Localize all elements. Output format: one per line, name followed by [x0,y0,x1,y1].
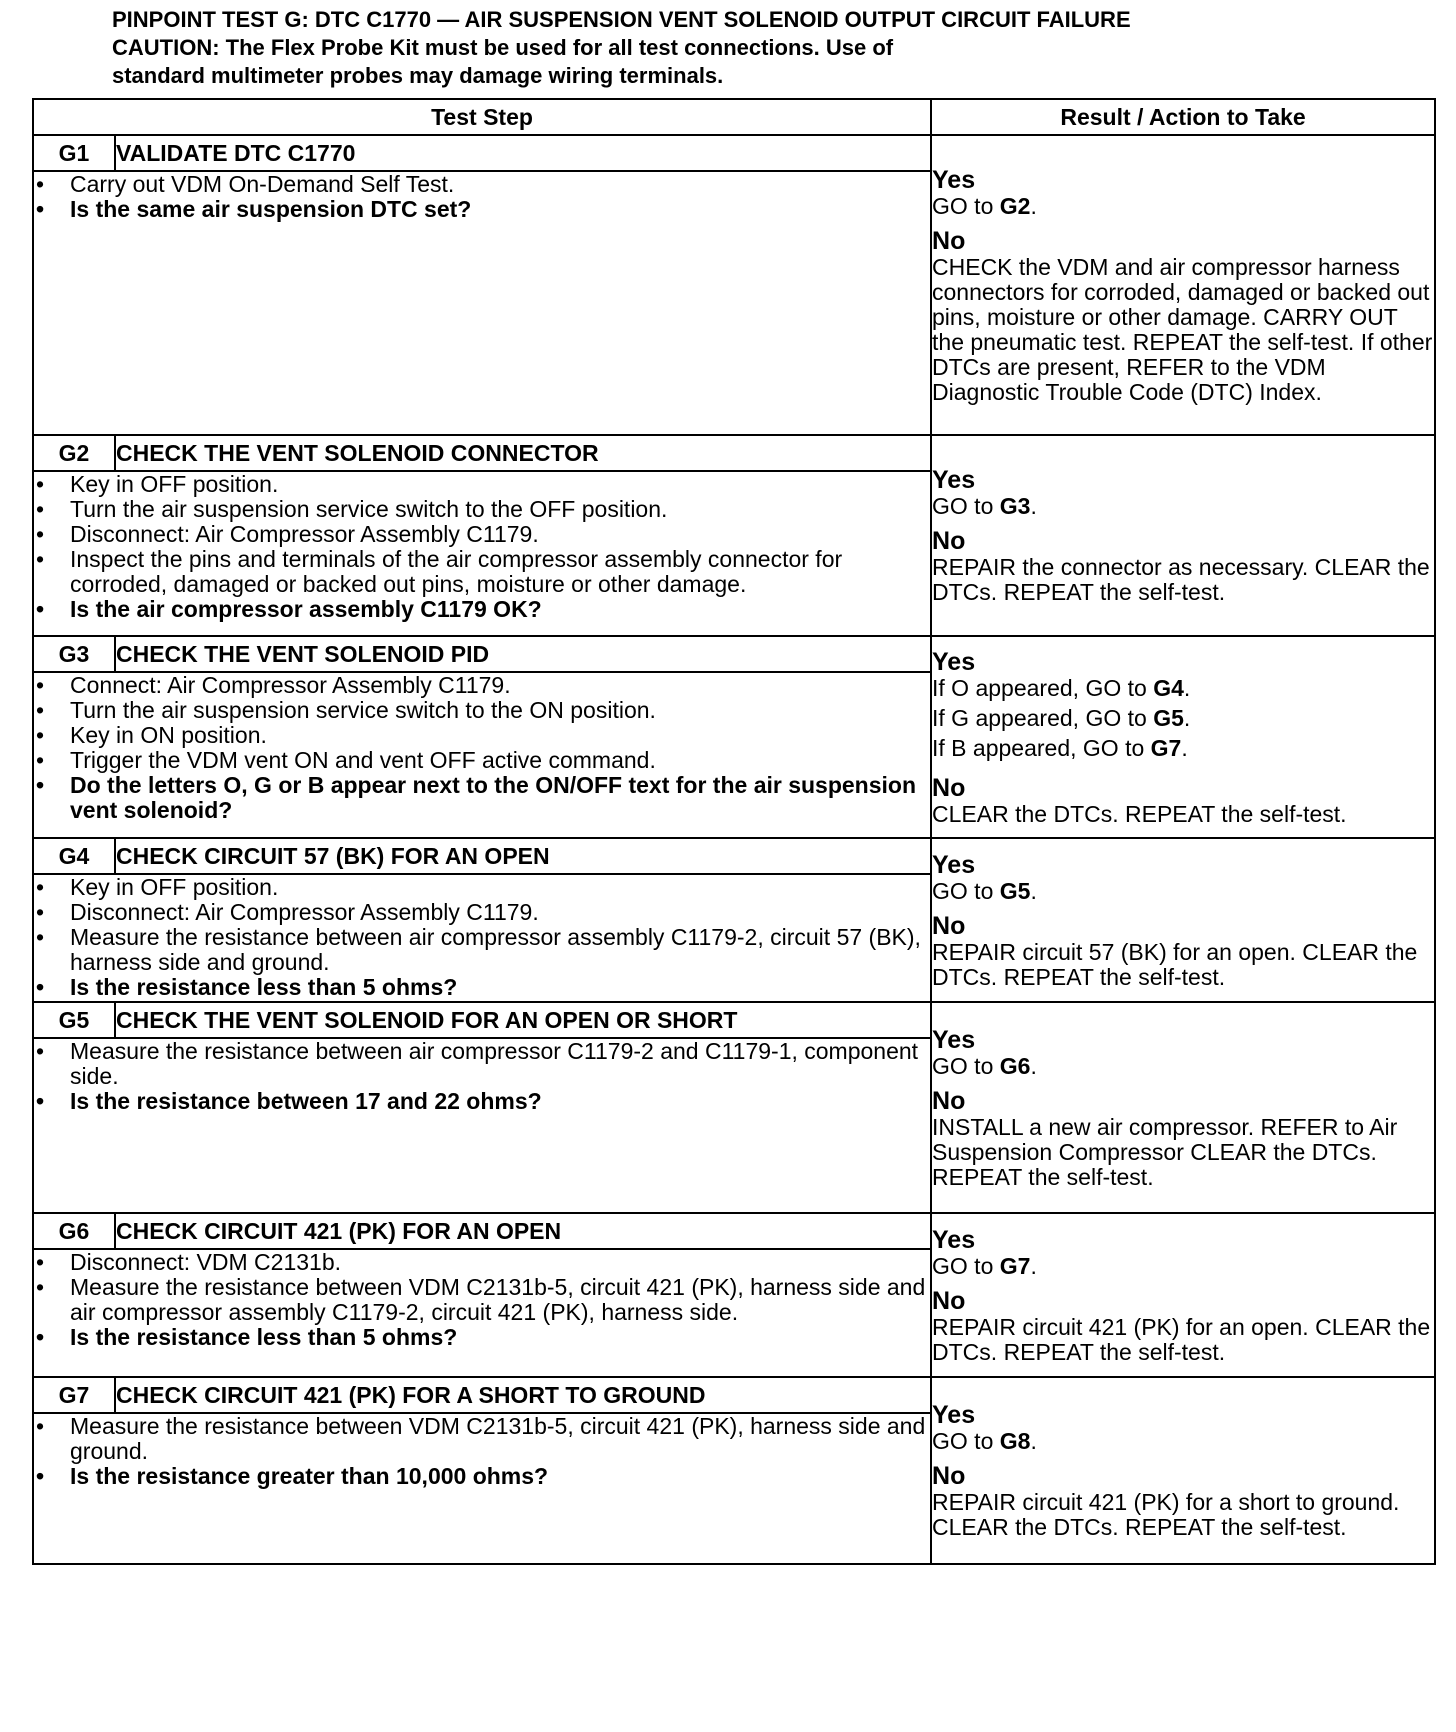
step-question: • Is the resistance less than 5 ohms? [34,975,930,1000]
yes-action-suffix: . [1183,674,1191,701]
step-question: • Is the resistance less than 5 ohms? [34,1325,930,1350]
step-title: CHECK THE VENT SOLENOID FOR AN OPEN OR SHORT [115,1002,931,1038]
yes-action-suffix: . [1030,1052,1037,1079]
step-question: • Is the resistance between 17 and 22 ohms? [34,1089,930,1114]
instruction-item: • Key in OFF position. [34,472,930,497]
instruction-item: • Measure the resistance between VDM C2131b-5, circuit 421 (PK), harness side and ground. [34,1414,930,1464]
yes-action [932,879,1434,904]
step-id: G7 [33,1377,115,1413]
yes-label: Yes [932,1225,976,1254]
yes-action-text: GO to [932,493,1000,519]
document-header [112,6,1412,90]
goto-step-ref: G2 [999,192,1031,219]
no-label: No [932,911,966,940]
goto-step-ref: G7 [1150,734,1182,761]
step-title-row [33,838,1435,874]
instruction-item: • Key in OFF position. [34,875,930,900]
result-content [932,1003,1434,1212]
no-label: No [932,773,966,802]
yes-action [932,736,1434,761]
instruction-item: • Trigger the VDM vent ON and vent OFF active command. [34,748,930,773]
no-action: CLEAR the DTCs. REPEAT the self-test. [932,800,1347,827]
instruction-item: • Key in ON position. [34,723,930,748]
no-action: REPAIR circuit 57 (BK) for an open. CLEAR the DTCs. REPEAT the self-test. [932,938,1418,990]
step-result-cell [931,1002,1435,1213]
step-result-cell [931,1213,1435,1377]
yes-action-text: GO to [932,192,1000,219]
yes-action-text: If B appeared, GO to [932,734,1151,761]
instruction-list [34,1039,930,1114]
yes-label: Yes [932,1025,976,1054]
step-title-row [33,1213,1435,1249]
yes-action [932,1054,1434,1079]
no-action: REPAIR circuit 421 (PK) for a short to ground. CLEAR the DTCs. REPEAT the self-test. [932,1489,1400,1540]
step-id: G3 [33,636,115,672]
step-title-row [33,135,1435,171]
result-content [932,436,1434,635]
no-action: INSTALL a new air compressor. REFER to Air Suspension Compressor CLEAR the DTCs. REPEAT the self-test. [932,1113,1398,1190]
step-id: G4 [33,838,115,874]
no-label: No [932,527,966,555]
yes-action-text: GO to [932,877,1000,904]
yes-label: Yes [932,466,976,494]
goto-step-ref: G6 [999,1052,1031,1079]
instruction-list [34,1414,930,1489]
yes-label: Yes [932,850,976,879]
instruction-item: • Measure the resistance between air compressor assembly C1179-2, circuit 57 (BK), harness side and ground. [34,925,930,975]
goto-step-ref: G3 [999,493,1031,519]
no-label: No [932,1286,966,1315]
step-result-cell [931,435,1435,636]
yes-action [932,1429,1434,1454]
instruction-item: • Carry out VDM On-Demand Self Test. [34,172,930,197]
yes-action-suffix: . [1030,192,1037,219]
instruction-list [34,472,930,622]
instruction-item: • Measure the resistance between VDM C2131b-5, circuit 421 (PK), harness side and air compressor assembly C1179-2, circuit 421 (PK), harness side. [34,1275,930,1325]
instruction-item: • Measure the resistance between air compressor C1179-2 and C1179-1, component side. [34,1039,930,1089]
pinpoint-test-table [32,98,1436,1565]
step-instructions [33,471,931,636]
step-title-row [33,636,1435,672]
yes-action [932,494,1434,519]
yes-action [932,706,1434,731]
step-result-cell [931,636,1435,838]
step-id: G6 [33,1213,115,1249]
test-step-header: Test Step [33,99,931,135]
step-question: • Is the air compressor assembly C1179 OK? [34,597,930,622]
step-result-cell [931,838,1435,1002]
goto-step-ref: G4 [1153,674,1184,701]
step-instructions [33,1413,931,1564]
goto-step-ref: G5 [999,877,1031,904]
yes-label: Yes [932,647,976,676]
result-content [932,1378,1434,1563]
yes-action-suffix: . [1183,704,1191,731]
goto-step-ref: G5 [1153,704,1184,731]
yes-action [932,1254,1434,1279]
no-label: No [932,1462,966,1490]
step-question: • Is the same air suspension DTC set? [34,197,930,222]
caution-line-1: CAUTION: The Flex Probe Kit must be used for all test connections. Use of [112,35,894,60]
instruction-item: • Inspect the pins and terminals of the air compressor assembly connector for corroded, damaged or backed out pins, moisture or other damage. [34,547,930,597]
yes-action-text: GO to [932,1428,1000,1454]
yes-action-text: If O appeared, GO to [932,674,1154,701]
instruction-list [34,1250,930,1350]
instruction-list [34,875,930,1000]
pinpoint-test-title: PINPOINT TEST G: DTC C1770 — AIR SUSPENSION VENT SOLENOID OUTPUT CIRCUIT FAILURE [112,7,1131,32]
no-action: REPAIR circuit 421 (PK) for an open. CLEAR the DTCs. REPEAT the self-test. [932,1313,1431,1365]
no-label: No [932,1086,966,1115]
instruction-item: • Disconnect: VDM C2131b. [34,1250,930,1275]
step-title: CHECK CIRCUIT 421 (PK) FOR A SHORT TO GROUND [115,1377,931,1413]
yes-action-suffix: . [1030,1252,1037,1279]
result-action-header: Result / Action to Take [931,99,1435,135]
yes-action-suffix: . [1030,877,1037,904]
goto-step-ref: G7 [999,1252,1031,1279]
step-title: CHECK CIRCUIT 421 (PK) FOR AN OPEN [115,1213,931,1249]
step-title-row [33,1002,1435,1038]
yes-action-suffix: . [1181,734,1188,761]
yes-label: Yes [932,1401,976,1429]
caution-line-2: standard multimeter probes may damage wiring terminals. [112,63,724,88]
step-result-cell [931,135,1435,435]
yes-action [932,194,1434,219]
goto-step-ref: G8 [999,1428,1031,1454]
result-content [932,136,1434,434]
step-id: G1 [33,135,115,171]
yes-action-text: If G appeared, GO to [932,704,1154,731]
step-title-row [33,1377,1435,1413]
yes-action-suffix: . [1030,1428,1037,1454]
no-label: No [932,226,966,255]
instruction-item: • Turn the air suspension service switch to the OFF position. [34,497,930,522]
step-question: • Is the resistance greater than 10,000 ohms? [34,1464,930,1489]
result-content [932,839,1434,1001]
step-title: CHECK THE VENT SOLENOID CONNECTOR [115,435,931,471]
step-title: CHECK CIRCUIT 57 (BK) FOR AN OPEN [115,838,931,874]
step-title: CHECK THE VENT SOLENOID PID [115,636,931,672]
instruction-item: • Turn the air suspension service switch to the ON position. [34,698,930,723]
instruction-list [34,673,930,823]
yes-action-text: GO to [932,1052,1000,1079]
instruction-item: • Connect: Air Compressor Assembly C1179. [34,673,930,698]
step-result-cell [931,1377,1435,1564]
no-action: CHECK the VDM and air compressor harness connectors for corroded, damaged or backed out pins, moisture or other damage. CARRY OUT the pneumatic test. REPEAT the self-test. If other DTCs are present, REFER to the VDM Diagnostic Trouble Code (DTC) Index. [932,253,1433,405]
step-instructions [33,672,931,838]
step-question: • Do the letters O, G or B appear next to the ON/OFF text for the air suspension vent solenoid? [34,773,930,823]
result-content [932,637,1434,837]
instruction-item: • Disconnect: Air Compressor Assembly C1179. [34,900,930,925]
step-instructions [33,874,931,1002]
instruction-item: • Disconnect: Air Compressor Assembly C1179. [34,522,930,547]
step-id: G5 [33,1002,115,1038]
yes-label: Yes [932,165,976,194]
yes-action [932,676,1434,701]
step-instructions [33,1038,931,1213]
no-action: REPAIR the connector as necessary. CLEAR the DTCs. REPEAT the self-test. [932,554,1430,605]
yes-action-text: GO to [932,1252,1000,1279]
step-instructions [33,171,931,435]
yes-action-suffix: . [1030,493,1037,519]
step-id: G2 [33,435,115,471]
result-content [932,1214,1434,1376]
step-instructions [33,1249,931,1377]
step-title-row [33,435,1435,471]
table-header-row [33,99,1435,135]
step-title: VALIDATE DTC C1770 [115,135,931,171]
instruction-list [34,172,930,222]
